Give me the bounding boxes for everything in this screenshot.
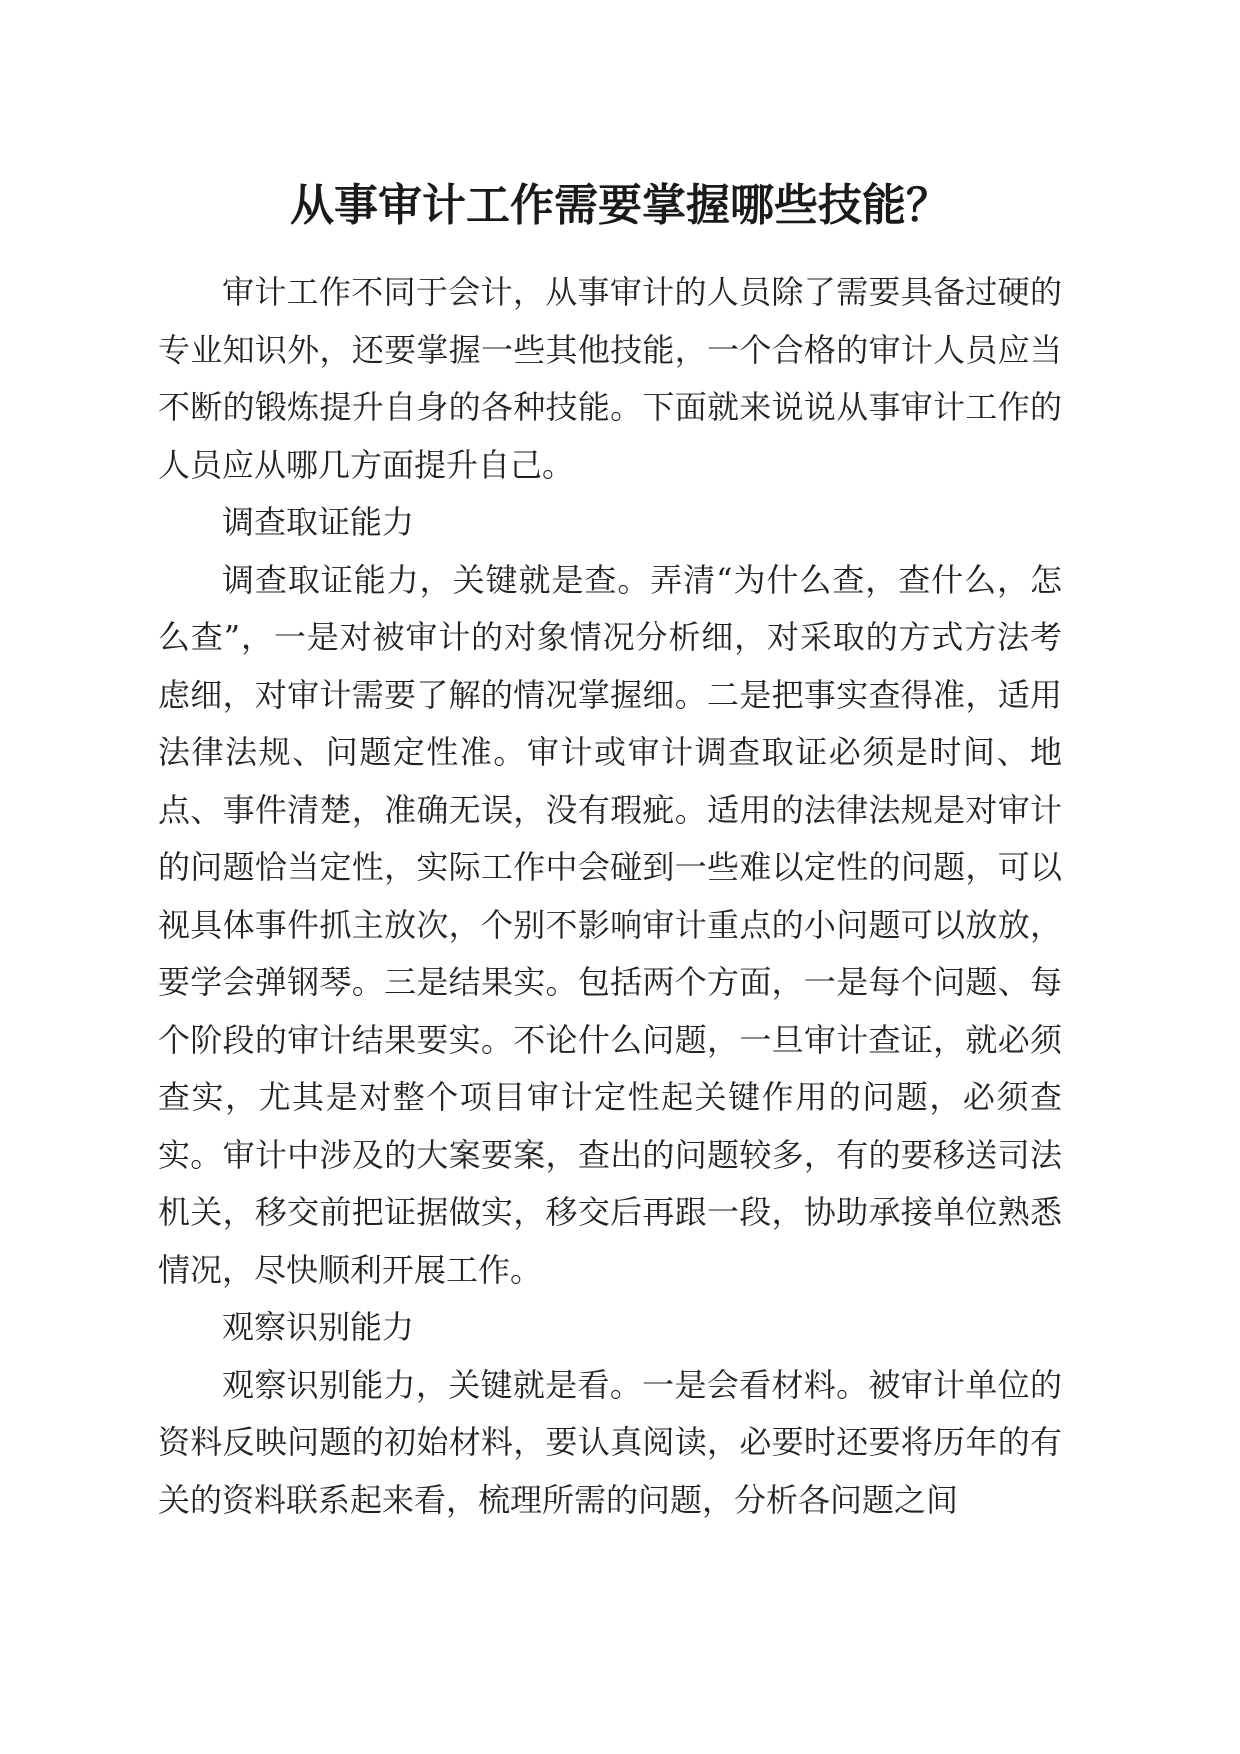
document-body xyxy=(158,264,1062,1529)
section-body-observation: 观察识别能力，关键就是看。一是会看材料。被审计单位的资料反映问题的初始材料，要认真阅读，必要时还要将历年的有关的资料联系起来看，梳理所需的问题，分析各问题之间 xyxy=(158,1365,1062,1519)
section-body-investigation: 调查取证能力，关键就是查。弄清“为什么查，查什么，怎么查”，一是对被审计的对象情况分析细，对采取的方式方法考虑细，对审计需要了解的情况掌握细。二是把事实查得准，适用法律法规、问题定性准。审计或审计调查取证必须是时间、地点、事件清楚，准确无误，没有瑕疵。适用的法律法规是对审计的问题恰当定性，实际工作中会碰到一些难以定性的问题，可以视具体事件抓主放次，个别不影响审计重点的小问题可以放放，要学会弹钢琴。三是结果实。包括两个方面，一是每个问题、每个阶段的审计结果要实。不论什么问题，一旦审计查证，就必须查实，尤其是对整个项目审计定性起关键作用的问题，必须查实。审计中涉及的大案要案，查出的问题较多，有的要移送司法机关，移交前把证据做实，移交后再跟一段，协助承接单位熟悉情况，尽快顺利开展工作。 xyxy=(158,560,1062,1289)
page-title: 从事审计工作需要掌握哪些技能？ xyxy=(290,180,950,231)
section-heading-investigation: 调查取证能力 xyxy=(222,503,415,541)
section-heading-observation: 观察识别能力 xyxy=(222,1308,415,1346)
intro-paragraph: 审计工作不同于会计，从事审计的人员除了需要具备过硬的专业知识外，还要掌握一些其他技能，一个合格的审计人员应当不断的锻炼提升自身的各种技能。下面就来说说从事审计工作的人员应从哪几方面提升自己。 xyxy=(158,273,1062,484)
